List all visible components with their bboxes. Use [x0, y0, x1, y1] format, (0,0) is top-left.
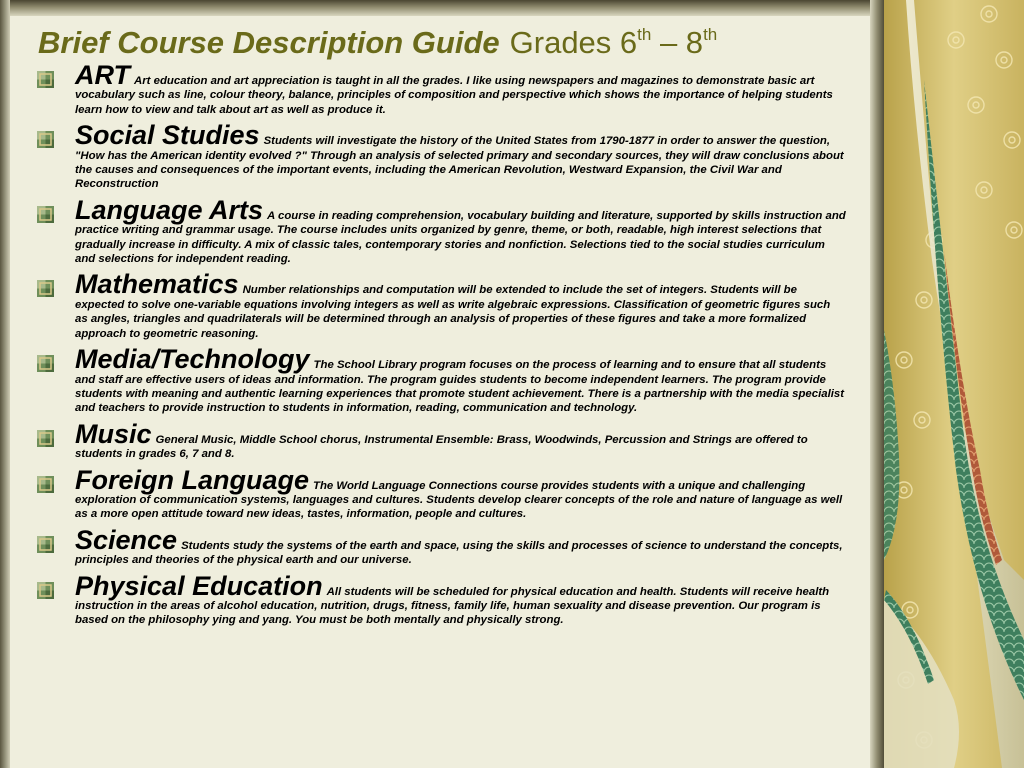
square-tile-bullet-icon — [37, 206, 54, 223]
course-description: The World Language Connections course provides students with a unique and challenging exploration of communication systems, languages and cultures. Students develop clearer concepts of the role and nature of language as well as a more open attitude toward new ideas, tastes, information, people and cultures. — [75, 479, 843, 521]
title-grades: Grades 6th – 8th — [509, 24, 718, 60]
square-tile-bullet-icon — [37, 71, 54, 88]
course-subject: Mathematics — [75, 269, 239, 300]
course-item-mathematics — [34, 269, 846, 341]
course-item-science — [34, 524, 846, 568]
course-subject: Language Arts — [75, 194, 264, 225]
course-item-language-arts — [34, 194, 846, 267]
course-description: The School Library program focuses on the process of learning and to ensure that all students and staff are effective users of ideas and information. The program guides students to become independent learners. The program provide students with meaning and authentic learning experiences that promote student achievement. There is a partnership with the media specialist and teachers to provide instruction to students in information, reading, communication and technology. — [75, 359, 845, 415]
page-title — [38, 22, 717, 64]
course-subject: Media/Technology — [75, 344, 310, 375]
course-item-media-technology — [34, 344, 846, 416]
course-description: Art education and art appreciation is taught in all the grades. I like using newspapers and magazines to demonstrate basic art vocabulary such as line, colour theory, balance, principles of composition and perspective which shows the importance of helping students learn how to view and talk about art as well as produce it. — [75, 75, 833, 116]
course-description: Students study the systems of the earth and space, using the skills and processes of science to understand the concepts, principles and theories of the physical earth and our universe. — [75, 539, 843, 567]
course-subject: Physical Education — [75, 570, 323, 601]
course-item-music — [34, 418, 846, 462]
square-tile-bullet-icon — [37, 582, 54, 599]
course-list — [34, 60, 846, 635]
square-tile-bullet-icon — [37, 280, 54, 297]
course-description: Students will investigate the history of the United States from 1790-1877 in order to answer the question, "How has the American identity evolved ?" Through an analysis of selected primary and secondary sources, they will draw conclusions about the causes and consequences of the important events, including the American Revolution, Westward Expansion, the Civil War and Reconstruction — [75, 135, 844, 191]
course-item-physical-education — [34, 570, 846, 628]
course-item-social-studies — [34, 120, 846, 192]
course-item-foreign-language — [34, 464, 846, 522]
square-tile-bullet-icon — [37, 430, 54, 447]
course-description: All students will be scheduled for physical education and health. Students will receive health instruction in the areas of alcohol education, nutrition, drugs, fitness, family life, human sexuality and disease prevention. Our program is based on the philosophy ying and yang. You must be both mentally and physically strong. — [75, 585, 830, 627]
course-description: A course in reading comprehension, vocabulary building and literature, supported by skills instruction and practice writing and grammar usage. The course includes units organized by genre, theme, or both, readable, high interest selections that gradually increase in difficulty. A mix of classic tales, contemporary stories and nonfiction. Selections tied to the social studies curriculum and selections for independent reading. — [75, 209, 846, 266]
square-tile-bullet-icon — [37, 476, 54, 493]
course-subject: Foreign Language — [75, 464, 310, 495]
square-tile-bullet-icon — [37, 536, 54, 553]
slide-frame-top — [0, 0, 884, 16]
decorative-floral-panel — [884, 0, 1024, 768]
course-subject: Social Studies — [75, 120, 260, 151]
square-tile-bullet-icon — [37, 131, 54, 148]
course-description: General Music, Middle School chorus, Instrumental Ensemble: Brass, Woodwinds, Percussion and Strings are offered to students in grades 6, 7 and 8. — [75, 433, 808, 461]
course-subject: ART — [75, 60, 131, 90]
course-description: Number relationships and computation will be extended to include the set of integers. Students will be expected to solve one-variable equations involving integers as well as write algebraic expressions. Classification of geometric figures such as angles, triangles and quadrilaterals will be determined through an analysis of properties of these figures and take a more formalized approach to geometric reasoning. — [75, 284, 831, 340]
course-item-art — [34, 60, 846, 117]
slide-frame-left — [0, 0, 10, 768]
course-subject: Science — [75, 524, 178, 555]
course-subject: Music — [75, 418, 152, 449]
square-tile-bullet-icon — [37, 355, 54, 372]
title-main: Brief Course Description Guide — [38, 25, 500, 60]
